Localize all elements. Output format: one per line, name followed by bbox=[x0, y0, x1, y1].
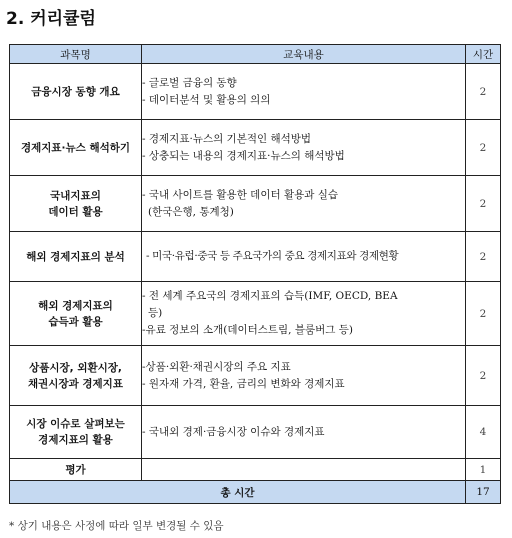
course-name: 시장 이슈로 살펴보는 경제지표의 활용 bbox=[10, 406, 142, 459]
section-title: 2. 커리큘럼 bbox=[6, 9, 96, 29]
footnote: * 상기 내용은 사정에 따라 일부 변경될 수 있음 bbox=[9, 520, 224, 532]
header-hours: 시간 bbox=[466, 45, 501, 64]
course-name: 해외 경제지표의 분석 bbox=[10, 232, 142, 282]
course-content bbox=[142, 459, 466, 481]
table-row bbox=[10, 406, 501, 459]
table-row bbox=[10, 459, 501, 481]
total-hours: 17 bbox=[466, 481, 501, 504]
course-hours: 2 bbox=[466, 176, 501, 232]
table-row bbox=[10, 64, 501, 120]
course-hours: 2 bbox=[466, 64, 501, 120]
total-label: 총 시간 bbox=[10, 481, 466, 504]
table-row bbox=[10, 232, 501, 282]
table-header-row bbox=[10, 45, 501, 64]
course-hours: 2 bbox=[466, 232, 501, 282]
course-hours: 4 bbox=[466, 406, 501, 459]
course-content: - 전 세계 주요국의 경제지표의 습득(IMF, OECD, BEA 등) -유료 정보의 소개(데이터스트림, 블룸버그 등) bbox=[142, 282, 466, 346]
table-row bbox=[10, 346, 501, 406]
total-row bbox=[10, 481, 501, 504]
course-hours: 2 bbox=[466, 282, 501, 346]
course-content: - 경제지표·뉴스의 기본적인 해석방법 - 상충되는 내용의 경제지표·뉴스의 해석방법 bbox=[142, 120, 466, 176]
header-content: 교육내용 bbox=[142, 45, 466, 64]
course-content: - 글로벌 금융의 동향 - 데이터분석 및 활용의 의의 bbox=[142, 64, 466, 120]
course-content: - 국내 사이트를 활용한 데이터 활용과 실습 (한국은행, 통계청) bbox=[142, 176, 466, 232]
course-name: 해외 경제지표의 습득과 활용 bbox=[10, 282, 142, 346]
table-row bbox=[10, 176, 501, 232]
course-hours: 2 bbox=[466, 346, 501, 406]
course-name: 상품시장, 외환시장, 채권시장과 경제지표 bbox=[10, 346, 142, 406]
course-name: 경제지표·뉴스 해석하기 bbox=[10, 120, 142, 176]
course-content: -상품·외환·채권시장의 주요 지표 - 원자재 가격, 환율, 금리의 변화와 경제지표 bbox=[142, 346, 466, 406]
course-hours: 2 bbox=[466, 120, 501, 176]
course-name: 평가 bbox=[10, 459, 142, 481]
course-content: - 미국·유럽·중국 등 주요국가의 중요 경제지표와 경제현황 bbox=[142, 232, 466, 282]
course-name: 국내지표의 데이터 활용 bbox=[10, 176, 142, 232]
course-name: 금융시장 동향 개요 bbox=[10, 64, 142, 120]
course-content: - 국내외 경제·금융시장 이슈와 경제지표 bbox=[142, 406, 466, 459]
table-row bbox=[10, 120, 501, 176]
course-hours: 1 bbox=[466, 459, 501, 481]
curriculum-table bbox=[9, 44, 501, 504]
table-row bbox=[10, 282, 501, 346]
header-course: 과목명 bbox=[10, 45, 142, 64]
